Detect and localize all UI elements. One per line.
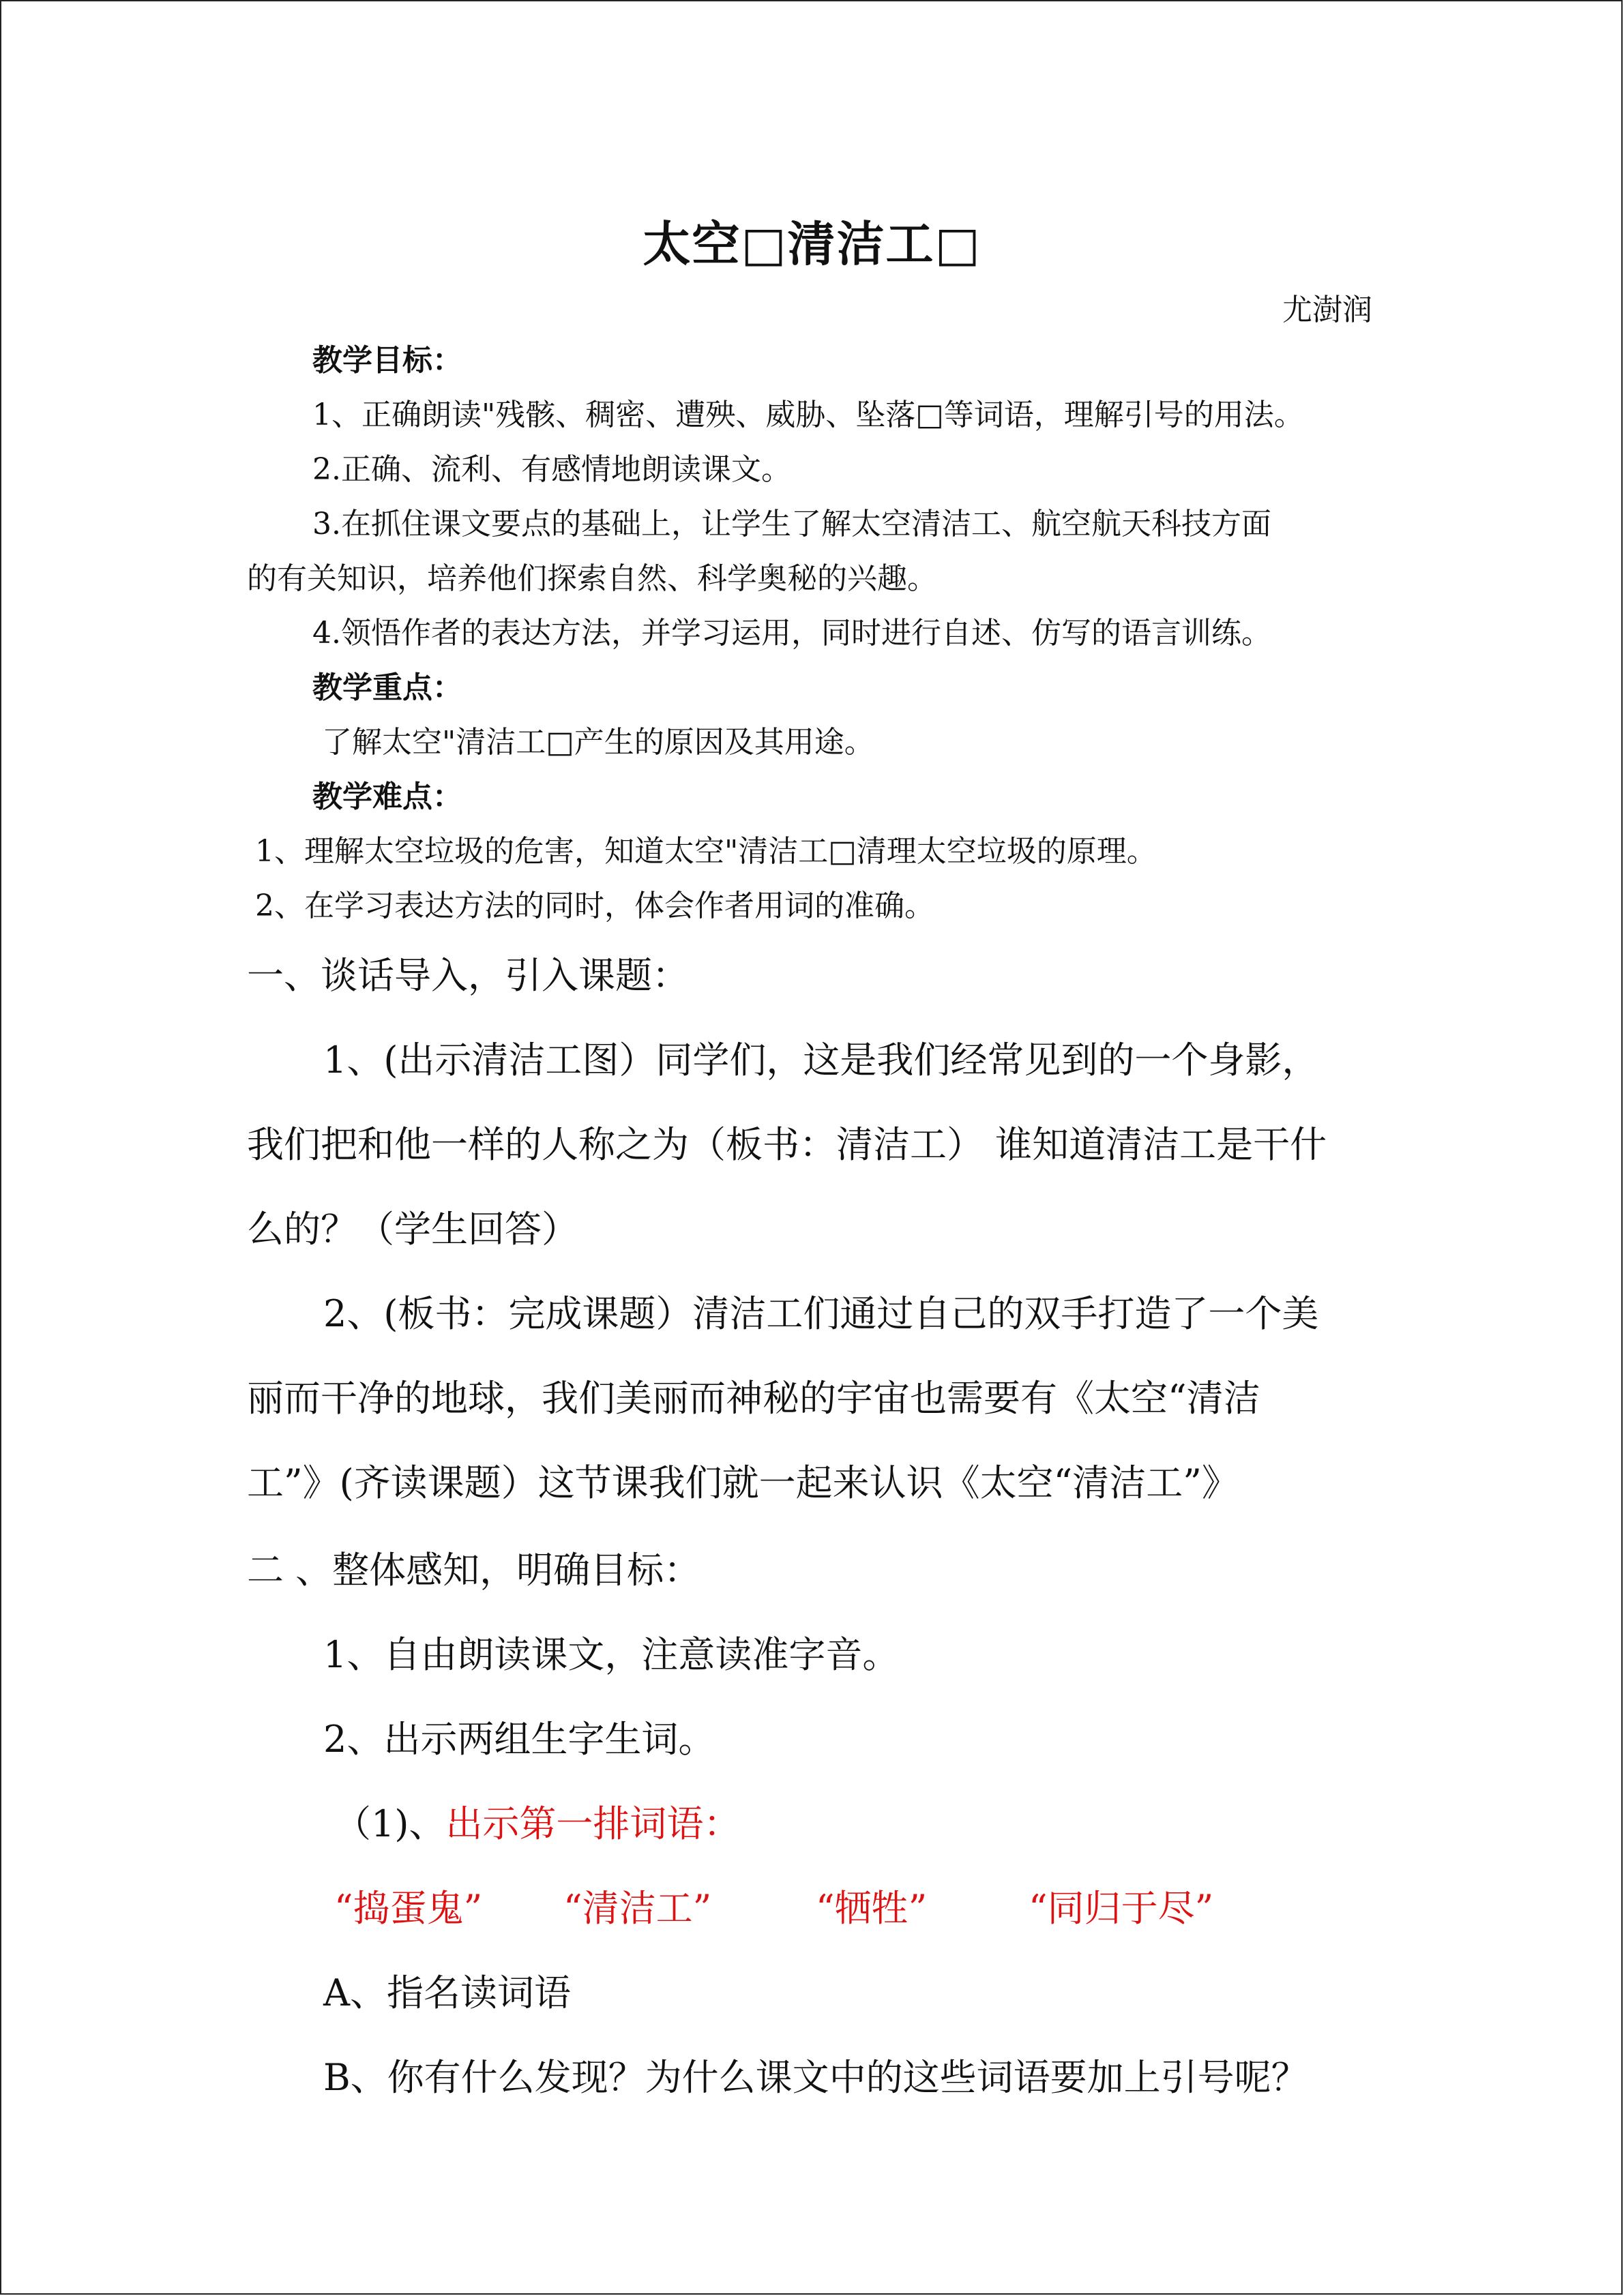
objective-item: 1、正确朗读"残骸、稠密、遭殃、威胁、坠落□等词语，理解引号的用法。 <box>312 398 1304 432</box>
section2-activity-a: A、指名读词语 <box>323 1971 571 2014</box>
vocab-word: “清洁工” <box>563 1887 712 1930</box>
vocab-word: “同归于尽” <box>1029 1887 1214 1930</box>
objective-item: 2.正确、流利、有感情地朗读课文。 <box>312 452 791 487</box>
section1-line: 2、(板书：完成课题）清洁工们通过自己的双手打造了一个美 <box>323 1292 1319 1335</box>
difficulties-heading: 教学难点： <box>312 779 462 814</box>
section2-sub-item <box>334 1795 740 1847</box>
author-name: 尤澍润 <box>1282 293 1372 327</box>
sub-item-prefix: （1)、 <box>334 1802 446 1845</box>
vocab-word: “捣蛋鬼” <box>334 1887 483 1930</box>
difficulty-item: 1、理解太空垃圾的危害，知道太空"清洁工□清理太空垃圾的原理。 <box>255 834 1157 869</box>
objective-item: 3.在抓住课文要点的基础上，让学生了解太空清洁工、航空航天科技方面 <box>312 507 1271 541</box>
objective-item-continued: 的有关知识，培养他们探索自然、科学奥秘的兴趣。 <box>247 561 937 596</box>
section1-heading: 一、谈话导入，引入课题： <box>247 954 689 997</box>
objective-item: 4.领悟作者的表达方法，并学习运用，同时进行自述、仿写的语言训练。 <box>312 616 1271 651</box>
sub-item-label: 出示第一排词语： <box>445 1802 741 1845</box>
section2-heading: 二 、整体感知，明确目标： <box>247 1549 701 1592</box>
section2-step: 2、出示两组生字生词。 <box>323 1718 715 1761</box>
section1-line: 我们把和他一样的人称之为（板书：清洁工） 谁知道清洁工是干什 <box>247 1123 1327 1166</box>
section1-line: 1、(出示清洁工图）同学们，这是我们经常见到的一个身影， <box>323 1039 1319 1082</box>
objectives-heading: 教学目标： <box>312 343 462 378</box>
section2-activity-b: B、你有什么发现？为什么课文中的这些词语要加上引号呢？ <box>323 2056 1308 2099</box>
section2-step: 1、自由朗读课文，注意读准字音。 <box>323 1633 900 1676</box>
section1-line: 丽而干净的地球，我们美丽而神秘的宇宙也需要有《太空“清洁 <box>247 1377 1260 1420</box>
difficulty-item: 2、在学习表达方法的同时，体会作者用词的准确。 <box>255 889 934 923</box>
section1-line: 工”》(齐读课题）这节课我们就一起来认识《太空“清洁工”》 <box>247 1461 1239 1504</box>
vocab-word: “牺牲” <box>816 1887 928 1930</box>
section1-line: 么的？（学生回答） <box>247 1208 578 1251</box>
document-title: 太空□清洁工□ <box>643 215 981 272</box>
key-points-text: 了解太空"清洁工□产生的原因及其用途。 <box>322 725 874 760</box>
key-points-heading: 教学重点： <box>312 670 462 705</box>
